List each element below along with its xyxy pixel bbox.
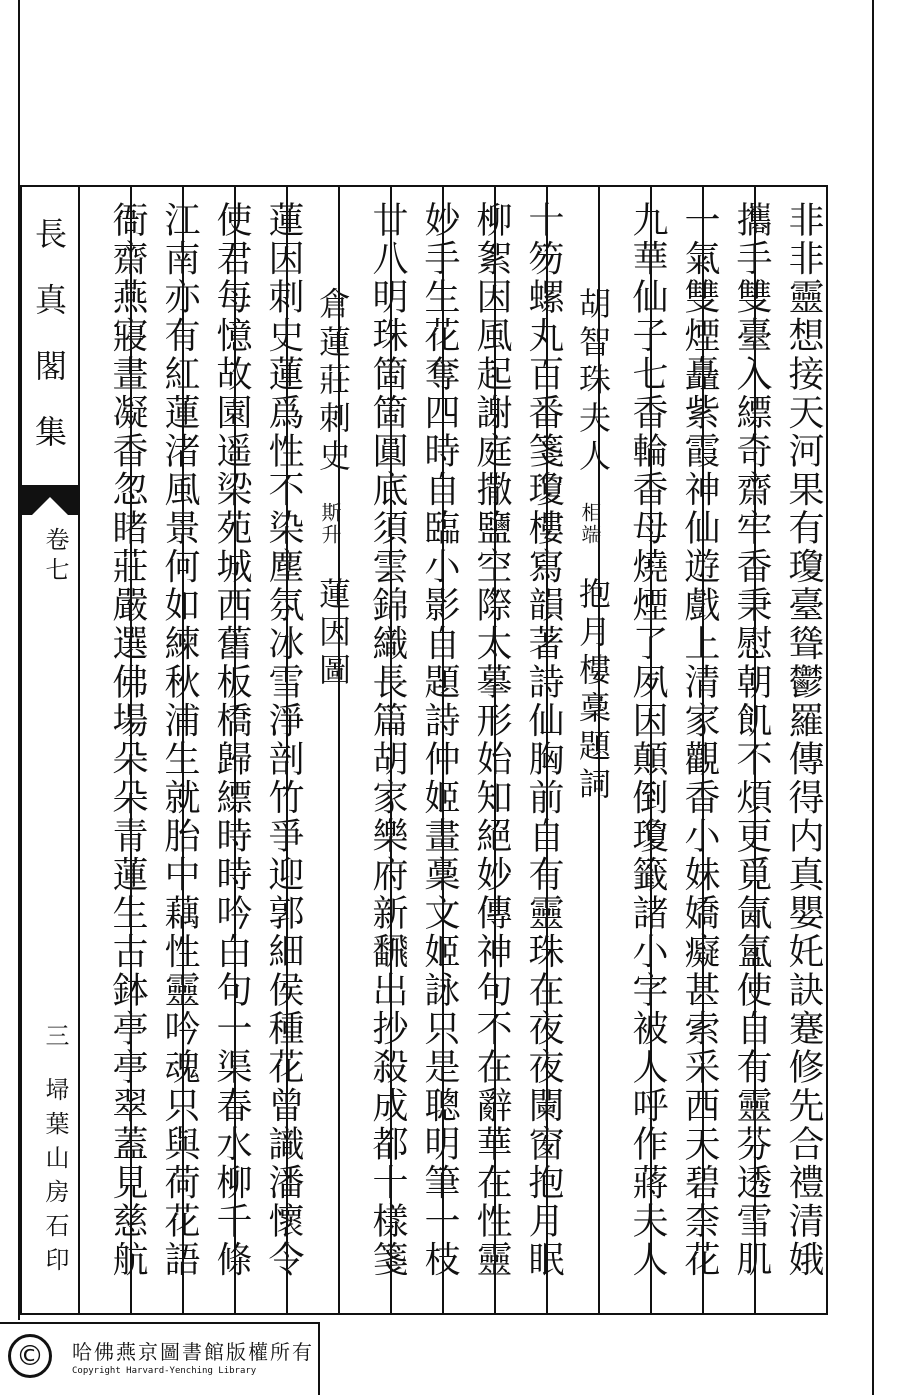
poet-style-name: 斯升 bbox=[318, 502, 342, 546]
page-number: 三 bbox=[41, 1023, 69, 1049]
poem-line: 衙齋燕寢晝凝香忽睹莊嚴選佛場朵朵青蓮生古鉢亭亭翠蓋見慈航 bbox=[107, 201, 148, 1279]
book-title: 長真閣集 bbox=[30, 217, 68, 481]
poem-line: 非非靈想接天河果有瓊臺聳鬱羅傳得内真嬰奼訣蹇修先合禮清娥 bbox=[783, 201, 824, 1279]
copyright-english: Copyright Harvard-Yenching Library bbox=[72, 1366, 257, 1376]
poem-title: 蓮因圖 bbox=[314, 577, 352, 691]
poem-title: 抱月樓稾題詞 bbox=[574, 577, 612, 805]
fishtail-mark-icon bbox=[22, 485, 78, 515]
publisher-imprint: 埽葉山房石印 bbox=[41, 1077, 69, 1281]
page-frame bbox=[20, 185, 828, 1315]
poem-line: 妙手生花奪四時自臨小影自題詩仲姬畫稾文姬詠只是聰明筆一枝 bbox=[419, 201, 460, 1279]
copyright-chinese: 哈佛燕京圖書館版權所有 bbox=[72, 1340, 314, 1364]
poem-line: 江南亦有紅蓮渚風景何如練秋浦生就胎中藕性靈吟魂只與荷花語 bbox=[159, 201, 200, 1279]
poem-line: 使君每憶故園遥梁苑城西舊板橋歸縹時時吟白句一渠春水柳千條 bbox=[211, 201, 252, 1279]
poem-line: 蓮因刺史蓮爲性不染塵氛冰雪淨剖竹爭迎郭細侯種花曾識潘懷令 bbox=[263, 201, 304, 1279]
book-margin-column bbox=[22, 187, 80, 1313]
poem-line: 十笏螺丸百番箋瓊樓寫韻著詩仙胸前自有靈珠在夜夜闌窗抱月眠 bbox=[523, 201, 564, 1279]
copyright-icon: © bbox=[8, 1334, 52, 1378]
scan-right-edge bbox=[872, 0, 874, 1395]
volume-label: 卷七 bbox=[41, 527, 69, 587]
poet-style-name: 相端 bbox=[578, 502, 602, 546]
poem-line: 攜手雙臺入縹奇齋牢香秉慰朝飢不煩更覓氤氳使自有靈芬透雪肌 bbox=[731, 201, 772, 1279]
poem-line: 一氣雙煙矗紫霞神仙遊戲上清家觀香小妹嬌癡甚索采西天碧柰花 bbox=[679, 201, 720, 1279]
poem-line: 九華仙子七香輪香母燒煙了夙因顛倒瓊籤諸小字被人呼作蔣夫人 bbox=[627, 201, 668, 1279]
poet-name: 倉蓮莊刺史 bbox=[314, 287, 352, 477]
poet-name: 胡智珠夫人 bbox=[574, 287, 612, 477]
poem-line: 柳絮因風起謝庭撒鹽空際太摹形始知絕妙傳神句不在辭華在性靈 bbox=[471, 201, 512, 1279]
poem-line: 廿八明珠箇箇圓底須雲錦織長篇胡家樂府新飜出抄殺成都十樣箋 bbox=[367, 201, 408, 1279]
copyright-notice bbox=[0, 1322, 320, 1395]
